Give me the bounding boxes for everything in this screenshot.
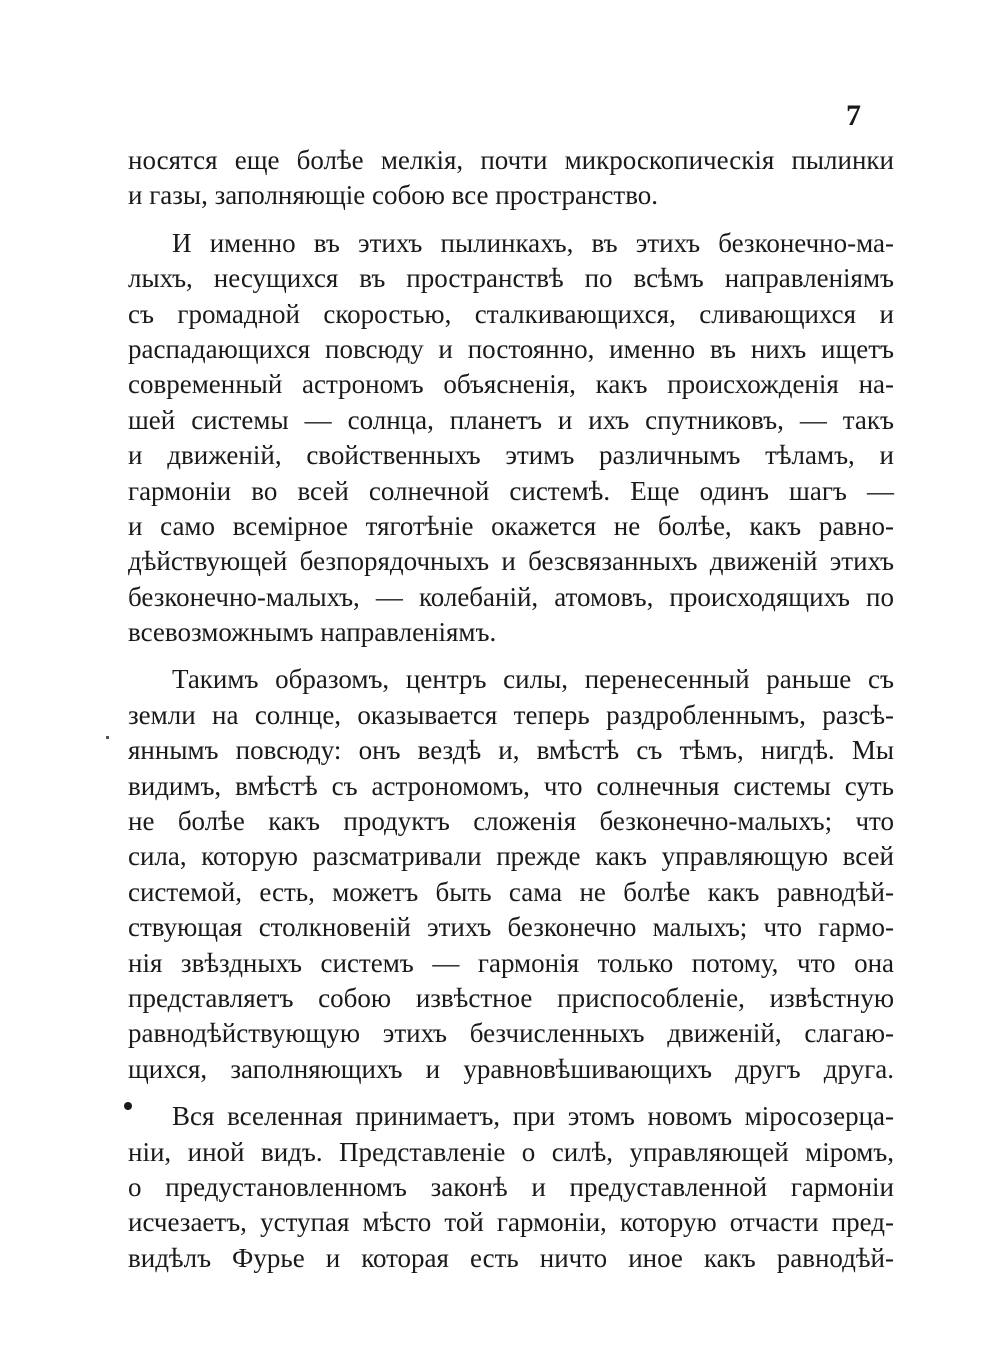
text-line: щихся, заполняющихъ и уравновѣшивающихъ другъ друга. bbox=[128, 1053, 894, 1084]
paragraph-4 bbox=[128, 1099, 894, 1276]
text-line: о предустановленномъ законѣ и предуставленной гармоніи bbox=[128, 1171, 894, 1202]
text-line: равнодѣйствующую этихъ безчисленныхъ движеній, слагаю- bbox=[128, 1018, 894, 1049]
text-line: Такимъ образомъ, центръ силы, перенесенный раньше съ bbox=[172, 664, 894, 695]
text-line: съ громадной скоростью, сталкивающихся, сливающихся и bbox=[128, 298, 894, 329]
text-line: видимъ, вмѣстѣ съ астрономомъ, что солнечныя системы суть bbox=[128, 770, 894, 801]
text-line: ніи, иной видъ. Представленіе о силѣ, управляющей міромъ, bbox=[128, 1136, 894, 1167]
text-line: современный астрономъ объясненія, какъ происхожденія на- bbox=[128, 369, 894, 400]
text-line: не болѣе какъ продуктъ сложенія безконечно-малыхъ; что bbox=[128, 806, 894, 837]
paragraph-3 bbox=[128, 662, 894, 1087]
text-line: всевозможнымъ направленіямъ. bbox=[128, 617, 497, 648]
text-line: гармоніи во всей солнечной системѣ. Еще одинъ шагъ — bbox=[128, 475, 894, 506]
body-text bbox=[128, 143, 894, 1276]
text-line: и само всемірное тяготѣніе окажется не болѣе, какъ равно- bbox=[128, 510, 894, 541]
paragraph-2 bbox=[128, 226, 894, 651]
text-line: и газы, заполняющіе собою все пространство. bbox=[128, 180, 659, 211]
text-line: носятся еще болѣе мелкія, почти микроскопическія пылинки bbox=[128, 145, 894, 175]
text-line: яннымъ повсюду: онъ вездѣ и, вмѣстѣ съ тѣмъ, нигдѣ. Мы bbox=[128, 735, 894, 766]
text-line: ствующая столкновеній этихъ безконечно малыхъ; что гармо- bbox=[128, 912, 894, 943]
text-line: видѣлъ Фурье и которая есть ничто иное какъ равнодѣй- bbox=[128, 1242, 894, 1273]
text-line: безконечно-малыхъ, — колебаній, атомовъ, происходящихъ по bbox=[128, 581, 894, 612]
paragraph-1 bbox=[128, 143, 894, 214]
text-line: нія звѣздныхъ системъ — гармонія только потому, что она bbox=[128, 947, 894, 978]
text-line: исчезаетъ, уступая мѣсто той гармоніи, которую отчасти пред- bbox=[128, 1207, 894, 1238]
paragraph-gap bbox=[128, 214, 894, 226]
text-line: дѣйствующей безпорядочныхъ и безсвязанныхъ движеній этихъ bbox=[128, 546, 894, 577]
text-line: И именно въ этихъ пылинкахъ, въ этихъ безконечно-ма- bbox=[172, 227, 894, 258]
text-line: земли на солнце, оказывается теперь раздробленнымъ, разсѣ- bbox=[128, 699, 894, 730]
ink-speck bbox=[106, 736, 109, 739]
paragraph-gap bbox=[128, 1087, 894, 1099]
text-line: лыхъ, несущихся въ пространствѣ по всѣмъ направленіямъ bbox=[128, 263, 894, 294]
page-number: 7 bbox=[846, 99, 861, 132]
text-line: Вся вселенная принимаетъ, при этомъ новомъ міросозерца- bbox=[172, 1101, 894, 1132]
paragraph-gap bbox=[128, 650, 894, 662]
text-line: представляетъ собою извѣстное приспособленіе, извѣстную bbox=[128, 982, 894, 1013]
text-line: распадающихся повсюду и постоянно, именно въ нихъ ищетъ bbox=[128, 333, 894, 364]
text-line: системой, есть, можетъ быть сама не болѣе какъ равнодѣй- bbox=[128, 876, 894, 907]
text-line: шей системы — солнца, планетъ и ихъ спутниковъ, — такъ bbox=[128, 404, 894, 435]
text-line: сила, которую разсматривали прежде какъ управляющую всей bbox=[128, 841, 894, 872]
text-line: и движеній, свойственныхъ этимъ различнымъ тѣламъ, и bbox=[128, 440, 894, 471]
